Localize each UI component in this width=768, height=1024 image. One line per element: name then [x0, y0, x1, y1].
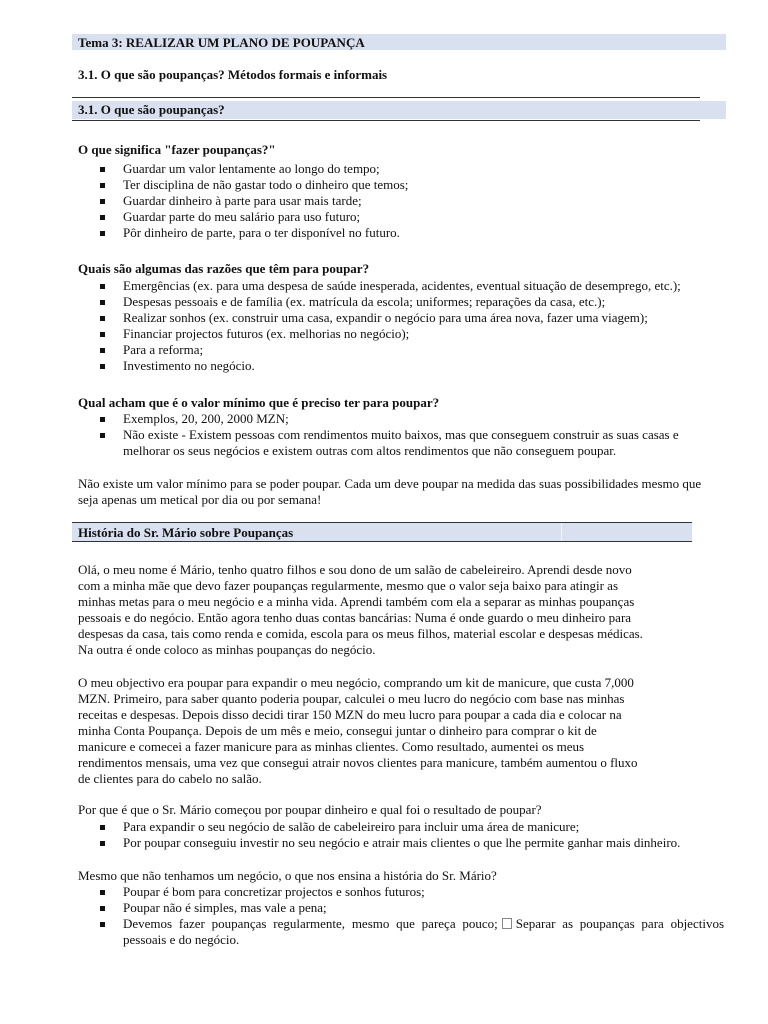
bullet-list [78, 411, 724, 459]
list-item: Para a reforma; [78, 342, 724, 358]
bullet-list [78, 819, 724, 851]
list-item: Guardar parte do meu salário para uso futuro; [78, 209, 724, 225]
divider [72, 120, 700, 121]
list-item: Guardar um valor lentamente ao longo do tempo; [78, 161, 724, 177]
list-item: Guardar dinheiro à parte para usar mais tarde; [78, 193, 724, 209]
question-heading: O que significa "fazer poupanças?" [78, 142, 276, 157]
divider [72, 97, 700, 98]
list-item: Emergências (ex. para uma despesa de saúde inesperada, acidentes, eventual situação de desemprego, etc.); [78, 278, 724, 294]
list-item: Poupar é bom para concretizar projectos e sonhos futuros; [78, 884, 724, 900]
list-item: Devemos fazer poupanças regularmente, mesmo que pareça pouco; Separar as poupanças para objectivos pessoais e do negócio. [78, 916, 724, 948]
list-item: Financiar projectos futuros (ex. melhorias no negócio); [78, 326, 724, 342]
question-heading: Quais são algumas das razões que têm para poupar? [78, 261, 370, 276]
list-item: Pôr dinheiro de parte, para o ter disponível no futuro. [78, 225, 724, 241]
section-heading: 3.1. O que são poupanças? Métodos formais e informais [78, 67, 388, 82]
bullet-list [78, 278, 724, 374]
story-paragraph: O meu objectivo era poupar para expandir o meu negócio, comprando um kit de manicure, que custa 7,000 MZN. Primeiro, para saber quanto poderia poupar, calculei o meu lucro do negócio com base nas minhas receitas e despesas. Depois disso decidi tirar 150 MZN do meu lucro para poupar a cada dia e colocar na minha Conta Poupança. Depois de um mês e meio, consegui juntar o dinheiro para comprar o kit de manicure e comecei a fazer manicure para as minhas clientes. Como resultado, aumentei os meus rendimentos mensais, uma vez que consegui atrair novos clientes para manicure, também aumentou o fluxo de clientes para do cabelo no salão. [78, 675, 638, 786]
list-item: Ter disciplina de não gastar todo o dinheiro que temos; [78, 177, 724, 193]
question-heading: Qual acham que é o valor mínimo que é preciso ter para poupar? [78, 395, 440, 410]
topic-title-band [72, 34, 726, 50]
section-band-title: 3.1. O que são poupanças? [78, 102, 225, 117]
missing-glyph-icon [502, 918, 512, 929]
list-item: Despesas pessoais e de família (ex. matrícula da escola; uniformes; reparações da casa, etc.); [78, 294, 724, 310]
question-text: Mesmo que não tenhamos um negócio, o que nos ensina a história do Sr. Mário? [78, 868, 497, 883]
topic-title: Tema 3: REALIZAR UM PLANO DE POUPANÇA [78, 35, 365, 50]
list-item: Investimento no negócio. [78, 358, 724, 374]
bullet-list [78, 884, 724, 948]
story-band-title: História do Sr. Mário sobre Poupanças [78, 525, 294, 540]
list-item: Exemplos, 20, 200, 2000 MZN; [78, 411, 724, 427]
list-item: Para expandir o seu negócio de salão de cabeleireiro para incluir uma área de manicure; [78, 819, 724, 835]
story-band [72, 522, 692, 542]
list-item: Realizar sonhos (ex. construir uma casa, expandir o negócio para uma área nova, fazer uma viagem); [78, 310, 724, 326]
conclusion-paragraph: Não existe um valor mínimo para se poder poupar. Cada um deve poupar na medida das suas possibilidades mesmo que seja apenas um metical por dia ou por semana! [78, 476, 702, 507]
list-item: Não existe - Existem pessoas com rendimentos muito baixos, mas que conseguem construir as suas casas e melhorar os seus negócios e existem outras com altos rendimentos que não conseguem poupar. [78, 427, 724, 459]
list-item: Por poupar conseguiu investir no seu negócio e atrair mais clientes o que lhe permite ganhar mais dinheiro. [78, 835, 724, 851]
section-band [72, 101, 726, 119]
question-text: Por que é que o Sr. Mário começou por poupar dinheiro e qual foi o resultado de poupar? [78, 802, 542, 817]
bullet-list [78, 161, 724, 241]
story-paragraph: Olá, o meu nome é Mário, tenho quatro filhos e sou dono de um salão de cabeleireiro. Aprendi desde novo com a minha mãe que devo fazer poupanças regularmente, mesmo que o valor seja baixo para atingir as minhas metas para o meu negócio e a minha vida. Aprendi também com ela a separar as minhas poupanças pessoais e do negócio. Então agora tenho duas contas bancárias: Numa é onde guardo o meu dinheiro para despesas da casa, tais como renda e comida, escola para os meus filhos, material escolar e despesas médicas. Na outra é onde coloco as minhas poupanças do negócio. [78, 562, 643, 657]
list-item: Poupar não é simples, mas vale a pena; [78, 900, 724, 916]
